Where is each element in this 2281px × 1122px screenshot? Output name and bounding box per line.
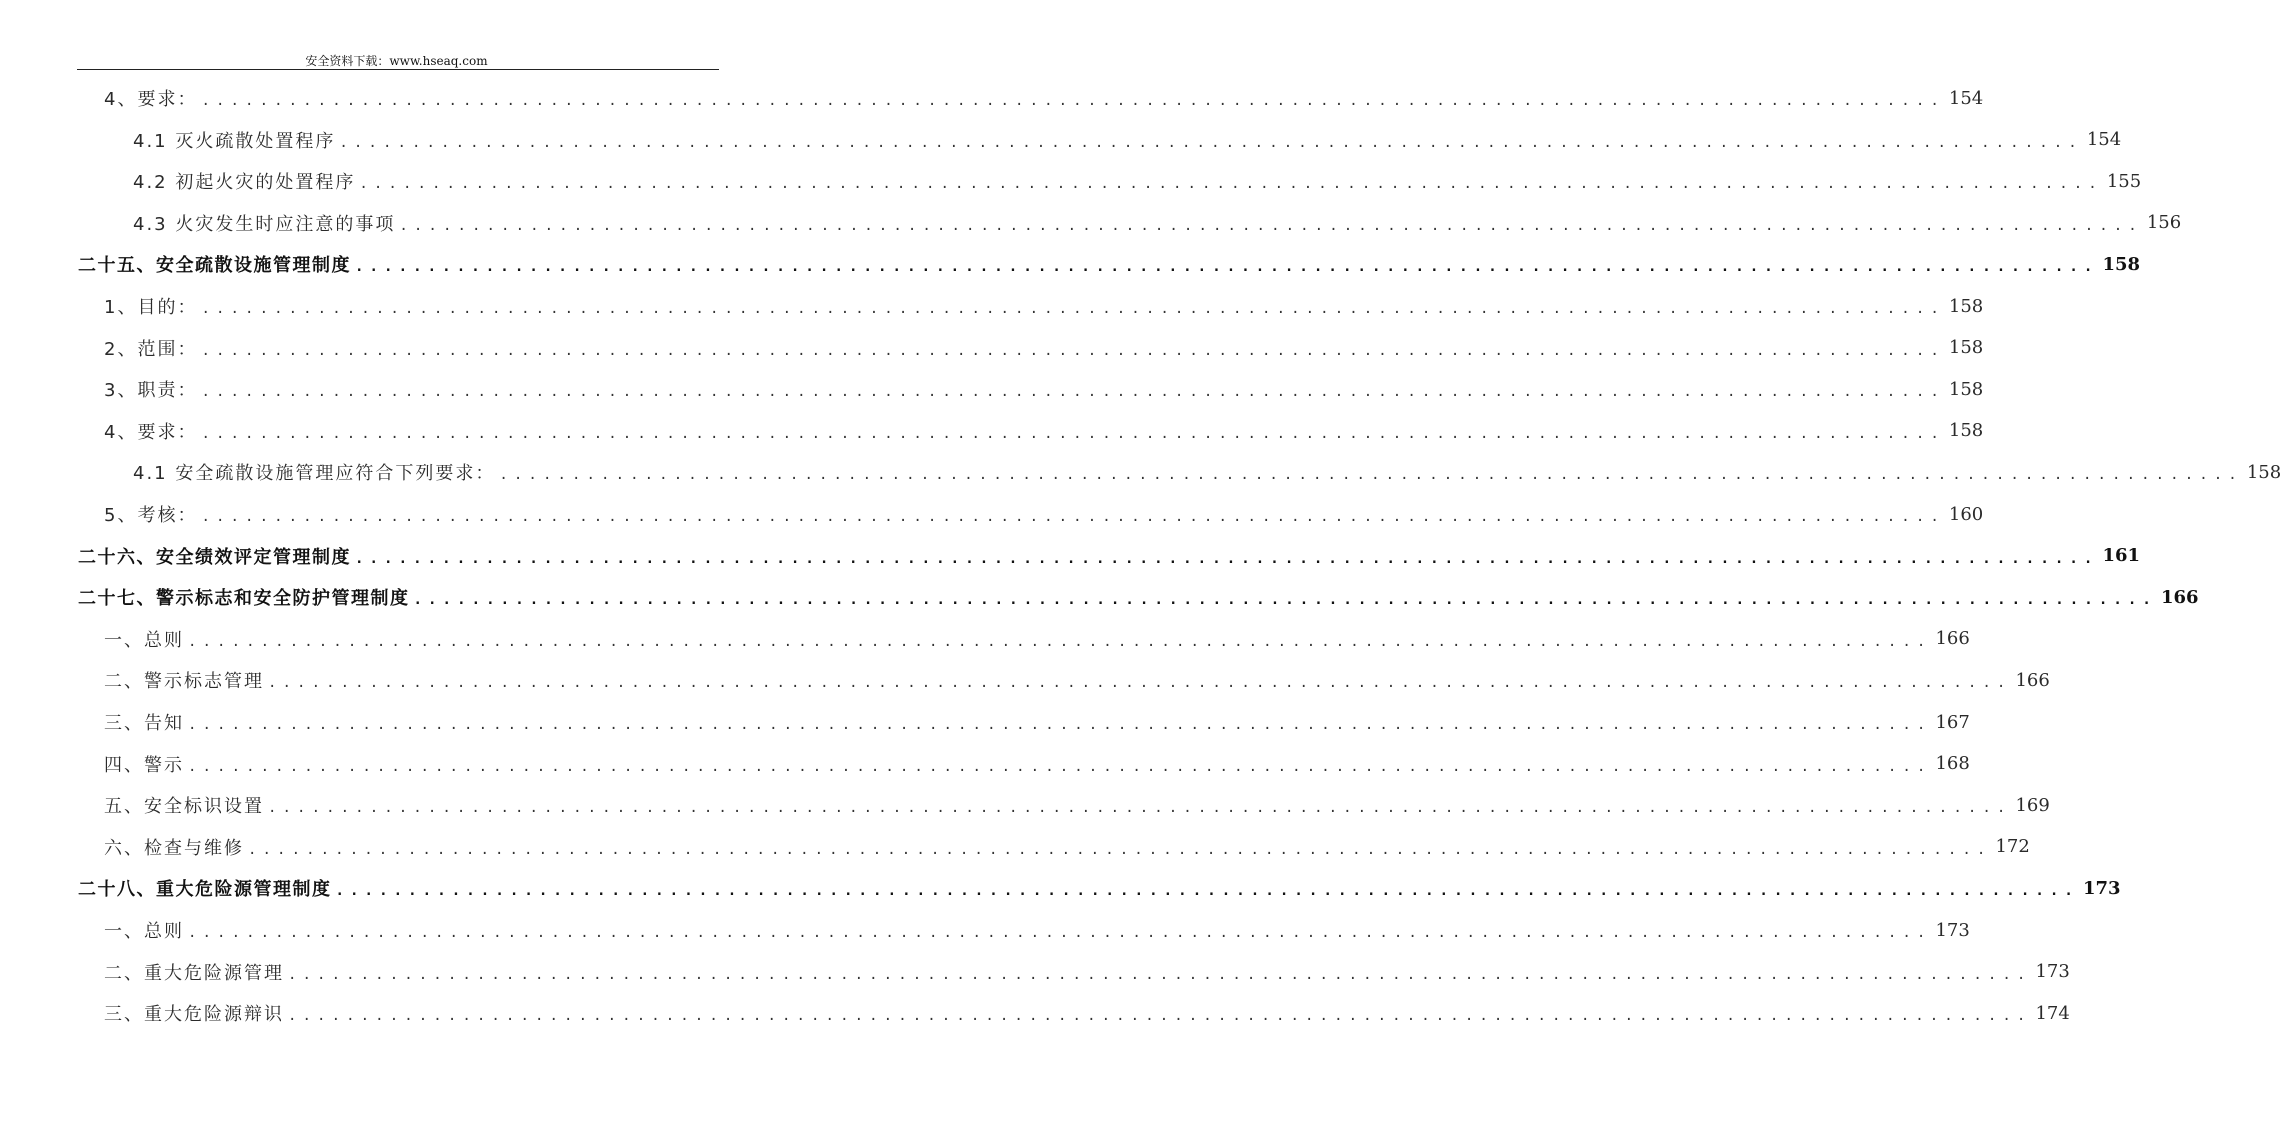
toc-entry[interactable] bbox=[104, 957, 2070, 987]
toc-entry-page-number: 158 bbox=[2102, 253, 2141, 275]
toc-entry[interactable] bbox=[104, 665, 2050, 695]
toc-entry[interactable] bbox=[78, 249, 2141, 279]
toc-entry-page-number: 158 bbox=[1948, 420, 1984, 442]
toc-leader-dots: ........................................................................................................................ bbox=[413, 592, 2157, 609]
toc-entry-page-number: 173 bbox=[2082, 877, 2121, 899]
toc-leader-dots: ........................................................................................................................ bbox=[288, 966, 2032, 983]
toc-entry[interactable] bbox=[78, 873, 2121, 903]
toc-leader-dots: ........................................................................................................................ bbox=[248, 841, 1992, 858]
toc-leader-dots: ........................................................................................................................ bbox=[355, 259, 2099, 276]
toc-entry-title: 二十八、重大危险源管理制度 bbox=[78, 879, 332, 901]
toc-entry-page-number: 154 bbox=[2086, 129, 2122, 151]
toc-entry-title: 1、目的： bbox=[104, 297, 198, 318]
toc-entry-title: 二、警示标志管理 bbox=[104, 671, 264, 693]
toc-leader-dots: ........................................................................................................................ bbox=[399, 217, 2143, 234]
toc-entry-page-number: 173 bbox=[1935, 919, 1970, 941]
toc-entry-title: 4、要求： bbox=[104, 421, 198, 443]
toc-entry-title: 二十七、警示标志和安全防护管理制度 bbox=[78, 588, 410, 610]
toc-entry-page-number: 160 bbox=[1948, 503, 1984, 525]
toc-entry-page-number: 173 bbox=[2035, 961, 2070, 983]
toc-entry-title: 4.2 初起火灾的处置程序 bbox=[133, 172, 356, 194]
toc-leader-dots: ........................................................................................................................ bbox=[201, 301, 1945, 317]
toc-leader-dots: ........................................................................................................................ bbox=[201, 384, 1945, 401]
toc-entry-title: 五、安全标识设置 bbox=[104, 796, 264, 818]
toc-entry-title: 4.1 安全疏散设施管理应符合下列要求： bbox=[133, 463, 496, 485]
toc-entry[interactable] bbox=[104, 998, 2070, 1028]
toc-entry[interactable] bbox=[104, 291, 1984, 321]
toc-entry[interactable] bbox=[104, 832, 2030, 862]
toc-leader-dots: ........................................................................................................................ bbox=[335, 883, 2079, 900]
toc-leader-dots: ........................................................................................................................ bbox=[201, 342, 1945, 359]
toc-entry-title: 一、总则 bbox=[104, 629, 184, 651]
toc-entry-page-number: 172 bbox=[1995, 836, 2030, 858]
toc-entry[interactable] bbox=[104, 333, 1984, 363]
toc-entry-page-number: 166 bbox=[2015, 669, 2050, 691]
toc-entry-page-number: 154 bbox=[1948, 87, 1984, 109]
toc-leader-dots: ........................................................................................................................ bbox=[288, 1008, 2032, 1025]
toc-leader-dots: ........................................................................................................................ bbox=[268, 800, 2012, 817]
page-header: 安全资料下载：www.hseaq.com bbox=[305, 54, 488, 68]
header-divider bbox=[77, 69, 719, 70]
toc-leader-dots: ........................................................................................................................ bbox=[201, 425, 1945, 442]
toc-entry-page-number: 155 bbox=[2106, 170, 2142, 192]
toc-entry-title: 六、检查与维修 bbox=[104, 837, 244, 859]
toc-entry[interactable] bbox=[104, 790, 2050, 820]
toc-leader-dots: ........................................................................................................................ bbox=[355, 550, 2099, 567]
toc-entry-title: 二十五、安全疏散设施管理制度 bbox=[78, 255, 351, 277]
toc-entry[interactable] bbox=[133, 166, 2142, 196]
toc-entry[interactable] bbox=[133, 457, 2281, 487]
toc-entry[interactable] bbox=[104, 374, 1984, 404]
toc-entry-title: 4.3 火灾发生时应注意的事项 bbox=[133, 213, 396, 235]
toc-entry-page-number: 158 bbox=[1948, 337, 1984, 359]
toc-entry[interactable] bbox=[78, 582, 2199, 612]
toc-leader-dots: ........................................................................................................................ bbox=[188, 758, 1932, 775]
toc-leader-dots: ........................................................................................................................ bbox=[201, 509, 1945, 525]
toc-entry-title: 二、重大危险源管理 bbox=[104, 962, 284, 984]
toc-leader-dots: ........................................................................................................................ bbox=[359, 176, 2103, 193]
toc-leader-dots: ........................................................................................................................ bbox=[201, 93, 1945, 109]
toc-leader-dots: ........................................................................................................................ bbox=[188, 633, 1932, 650]
toc-entry-page-number: 168 bbox=[1935, 753, 1970, 775]
toc-entry[interactable] bbox=[104, 499, 1984, 529]
toc-entry[interactable] bbox=[104, 624, 1970, 654]
toc-entry-title: 4.1 灭火疏散处置程序 bbox=[133, 130, 336, 152]
toc-entry[interactable] bbox=[104, 749, 1970, 779]
toc-entry-title: 一、总则 bbox=[104, 921, 184, 942]
toc-entry-page-number: 167 bbox=[1935, 711, 1970, 733]
toc-entry-title: 5、考核： bbox=[104, 505, 198, 526]
toc-entry[interactable] bbox=[78, 541, 2141, 571]
toc-entry[interactable] bbox=[133, 125, 2122, 155]
toc-entry-page-number: 156 bbox=[2146, 212, 2182, 234]
toc-entry-title: 4、要求： bbox=[104, 89, 198, 110]
toc-entry[interactable] bbox=[104, 707, 1970, 737]
toc-entry-page-number: 158 bbox=[1948, 295, 1984, 317]
toc-leader-dots: ........................................................................................................................ bbox=[499, 467, 2243, 484]
toc-leader-dots: ........................................................................................................................ bbox=[188, 717, 1932, 733]
toc-entry-title: 四、警示 bbox=[104, 754, 184, 776]
toc-entry-title: 3、职责： bbox=[104, 380, 198, 402]
toc-entry-title: 二十六、安全绩效评定管理制度 bbox=[78, 546, 351, 568]
toc-leader-dots: ........................................................................................................................ bbox=[339, 134, 2083, 151]
toc-entry-page-number: 174 bbox=[2035, 1002, 2070, 1024]
toc-entry[interactable] bbox=[133, 208, 2182, 238]
toc-entry-page-number: 158 bbox=[2246, 461, 2281, 483]
toc-leader-dots: ........................................................................................................................ bbox=[188, 925, 1932, 941]
toc-entry-title: 三、重大危险源辩识 bbox=[104, 1004, 284, 1026]
toc-entry-page-number: 158 bbox=[1948, 378, 1984, 400]
toc-entry-page-number: 166 bbox=[1935, 628, 1970, 650]
toc-entry[interactable] bbox=[104, 915, 1970, 945]
toc-entry-page-number: 166 bbox=[2160, 586, 2199, 608]
toc-entry-page-number: 161 bbox=[2102, 545, 2141, 567]
toc-entry-title: 2、范围： bbox=[104, 338, 198, 360]
toc-entry-title: 三、告知 bbox=[104, 713, 184, 734]
toc-entry-page-number: 169 bbox=[2015, 794, 2050, 816]
toc-entry[interactable] bbox=[104, 416, 1984, 446]
toc-leader-dots: ........................................................................................................................ bbox=[268, 675, 2012, 692]
toc-entry[interactable] bbox=[104, 83, 1984, 113]
